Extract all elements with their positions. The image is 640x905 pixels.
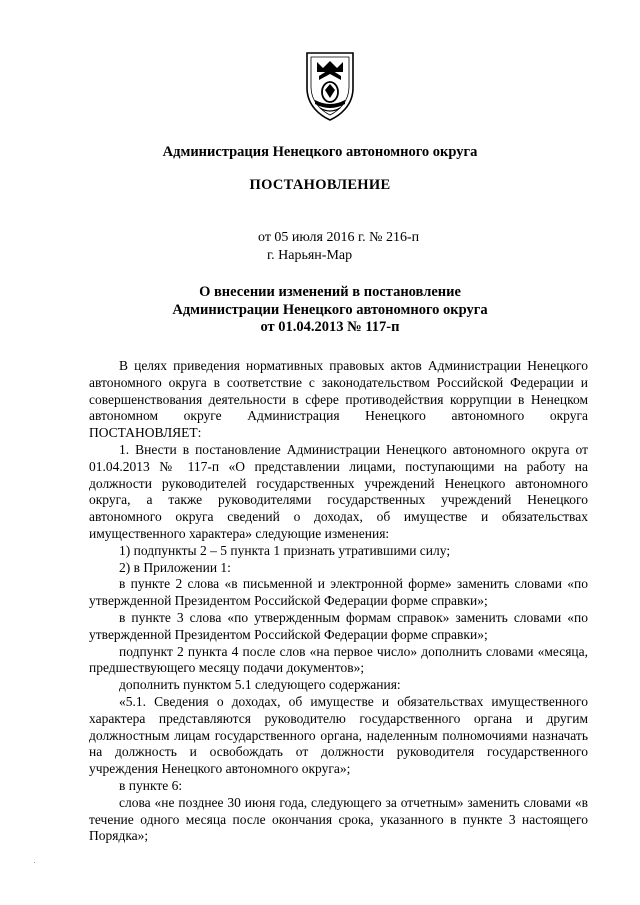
document-type: ПОСТАНОВЛЕНИЕ — [249, 177, 391, 193]
body-paragraph: дополнить пунктом 5.1 следующего содержания: — [119, 677, 401, 693]
date-number: от 05 июля 2016 г. № 216-п — [258, 230, 420, 245]
document-body — [89, 358, 588, 845]
body-paragraph: 1. Внести в постановление Администрации Ненецкого автономного округа от 01.04.2013 № 117-п «О представлении лицами, поступающими на работу на должности руководителей государственных учреждений Ненецкого автономного округа, а также руководителями государственных учреждений Ненецкого автономного округа сведений о доходах, об имуществе и обязательствах имущественного характера» следующие изменения: — [89, 441, 588, 541]
document-subject — [0, 284, 640, 337]
body-paragraph: в пункте 6: — [119, 777, 183, 793]
place-of-issue: г. Нарьян-Мар — [267, 248, 353, 263]
subject-line: О внесении изменений в постановление — [199, 284, 461, 300]
subject-line: Администрации Ненецкого автономного округа — [172, 301, 488, 318]
body-paragraph: слова «не позднее 30 июня года, следующего за отчетным» заменить словами «в течение одного месяца после окончания срока, указанного в пункте 3 настоящего Порядка»; — [89, 794, 588, 844]
body-paragraph: «5.1. Сведения о доходах, об имуществе и обязательствах имущественного характера представляются руководителю государственного органа и другим должностным лицам государственного органа, наделенным полномочиями назначать на должность и освобождать от должности руководителя государственного учреждения Ненецкого автономного округа»; — [89, 693, 588, 777]
body-paragraph: в пункте 2 слова «в письменной и электронной форме» заменить словами «по утвержденной Президентом Российской Федерации форме справки»; — [89, 576, 588, 609]
body-paragraph: подпункт 2 пункта 4 после слов «на первое число» дополнить словами «месяца, предшествующего месяцу подачи документов»; — [89, 643, 588, 676]
organization-title: Администрация Ненецкого автономного округа — [162, 144, 478, 160]
coat-of-arms-icon — [303, 50, 357, 122]
body-paragraph: 2) в Приложении 1: — [119, 559, 231, 575]
body-paragraph: в пункте 3 слова «по утвержденным формам справок» заменить словами «по утвержденной Президентом Российской Федерации форме справки»; — [89, 609, 588, 642]
scan-speck — [34, 862, 35, 863]
body-paragraph: В целях приведения нормативных правовых актов Администрации Ненецкого автономного округа в соответствие с законодательством Российской Федерации и совершенствования деятельности в сфере противодействия коррупции в Ненецком автономном округе Администрация Ненецкого автономного округа ПОСТАНОВЛЯЕТ: — [89, 358, 588, 441]
body-paragraph: 1) подпункты 2 – 5 пункта 1 признать утратившими силу; — [119, 542, 451, 558]
subject-line: от 01.04.2013 № 117-п — [260, 319, 400, 335]
